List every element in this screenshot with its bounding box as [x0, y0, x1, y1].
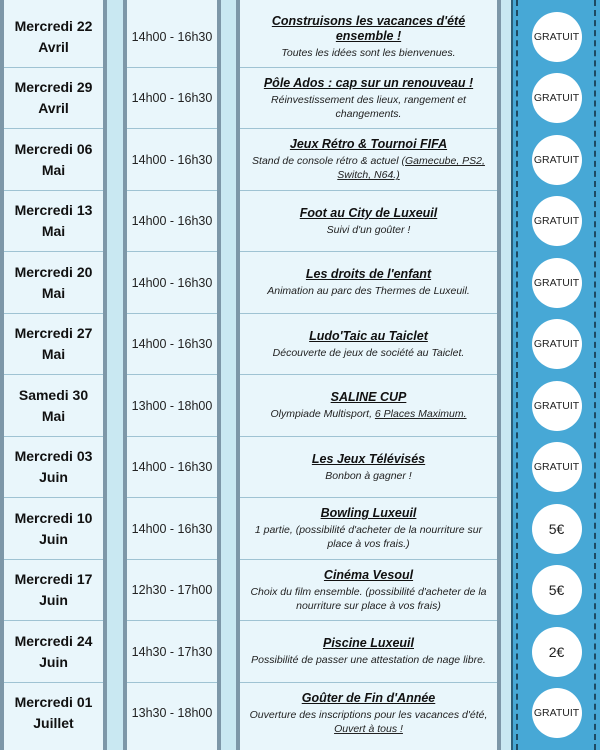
time-cell [127, 68, 217, 130]
price-cell [513, 437, 600, 499]
price-cell [513, 68, 600, 130]
activity-title: Jeux Rétro & Tournoi FIFA [289, 137, 448, 152]
time-cell [127, 314, 217, 376]
date-cell [4, 560, 103, 622]
time-cell [127, 129, 217, 191]
price-cell [513, 252, 600, 314]
price-badge: GRATUIT [532, 319, 582, 369]
price-column [511, 0, 600, 750]
event-time: 14h00 - 16h30 [131, 521, 213, 536]
activity-title: SALINE CUP [330, 390, 407, 405]
price-cell [513, 6, 600, 68]
activity-description [246, 585, 491, 613]
price-badge: 2€ [532, 627, 582, 677]
event-date: Mercredi 22 Avril [14, 17, 93, 55]
activity-title: Goûter de Fin d'Année [301, 690, 436, 705]
activity-title: Bowling Luxeuil [320, 506, 417, 521]
price-cell [513, 314, 600, 376]
date-cell [4, 621, 103, 683]
activity-cell [240, 314, 497, 376]
activity-title: Ludo'Taic au Taiclet [309, 328, 428, 343]
activity-content [240, 691, 497, 736]
event-date: Mercredi 29 Avril [14, 79, 93, 117]
activity-description [246, 708, 491, 736]
event-date: Mercredi 10 Juin [14, 509, 93, 547]
event-date: Mercredi 03 Juin [14, 448, 93, 486]
activity-content [240, 76, 497, 121]
description-underlined: Ouvert à tous ! [334, 722, 403, 735]
date-cell [4, 129, 103, 191]
description-text: Suivi d'un goûter ! [326, 223, 411, 236]
description-text: Bonbon à gagner ! [325, 469, 412, 482]
activity-content [240, 14, 497, 60]
date-column [0, 0, 107, 750]
activity-description [327, 223, 411, 237]
activity-description [273, 346, 465, 360]
activity-content [240, 452, 497, 483]
activity-cell [240, 560, 497, 622]
activity-cell [240, 252, 497, 314]
price-badge: 5€ [532, 565, 582, 615]
event-date: Mercredi 17 Juin [14, 571, 93, 609]
description-underlined: 6 Places Maximum. [374, 408, 467, 421]
price-badge: GRATUIT [532, 196, 582, 246]
activity-title: Cinéma Vesoul [323, 567, 414, 582]
activity-cell [240, 6, 497, 68]
price-cell [513, 560, 600, 622]
description-underlined: (Gamecube, PS2, Switch, N64.) [337, 155, 485, 182]
activity-description [246, 523, 491, 551]
activity-description [251, 653, 486, 667]
event-time: 14h00 - 16h30 [131, 29, 213, 44]
activity-content [240, 137, 497, 182]
description-text: Animation au parc des Thermes de Luxeuil. [267, 285, 470, 298]
date-cell [4, 498, 103, 560]
event-date: Samedi 30 Mai [18, 386, 89, 424]
time-cell [127, 560, 217, 622]
event-time: 14h00 - 16h30 [131, 337, 213, 352]
event-time: 14h00 - 16h30 [131, 214, 213, 229]
time-cell [127, 437, 217, 499]
event-date: Mercredi 13 Mai [14, 202, 93, 240]
activity-content [240, 329, 497, 360]
date-cell [4, 6, 103, 68]
activity-title: Piscine Luxeuil [322, 636, 414, 651]
date-cell [4, 68, 103, 130]
time-cell [127, 375, 217, 437]
price-badge: GRATUIT [532, 73, 582, 123]
date-cell [4, 683, 103, 745]
activity-cell [240, 68, 497, 130]
activity-content [240, 206, 497, 237]
price-badge: 5€ [532, 504, 582, 554]
activity-title: Les Jeux Télévisés [311, 451, 426, 466]
price-cell [513, 375, 600, 437]
price-badge: GRATUIT [532, 381, 582, 431]
event-time: 14h00 - 16h30 [131, 460, 213, 475]
price-badge: GRATUIT [532, 12, 582, 62]
event-date: Mercredi 01 Juillet [14, 694, 93, 732]
price-cell [513, 621, 600, 683]
time-column [123, 0, 221, 750]
event-time: 14h30 - 17h30 [131, 644, 213, 659]
event-time: 13h30 - 18h00 [131, 706, 213, 721]
price-badge: GRATUIT [532, 688, 582, 738]
time-cell [127, 6, 217, 68]
price-cell [513, 498, 600, 560]
description-text: Possibilité de passer une attestation de nage libre. [251, 654, 486, 667]
event-date: Mercredi 06 Mai [14, 140, 93, 178]
event-time: 14h00 - 16h30 [131, 91, 213, 106]
description-text: 1 partie, (possibilité d'acheter de la nourriture sur place à vos frais.) [254, 524, 483, 551]
price-cell [513, 683, 600, 745]
activity-description [246, 154, 491, 182]
description-text: Toutes les idées sont les bienvenues. [281, 46, 456, 59]
activity-description [281, 46, 455, 60]
price-badge: GRATUIT [532, 258, 582, 308]
description-text: Ouverture des inscriptions pour les vacances d'été, [249, 708, 488, 721]
activity-content [240, 636, 497, 667]
price-badge: GRATUIT [532, 442, 582, 492]
time-cell [127, 621, 217, 683]
activity-cell [240, 129, 497, 191]
activity-content [240, 267, 497, 298]
description-text: Choix du film ensemble. (possibilité d'acheter de la nourriture sur place à vos frais) [250, 585, 487, 612]
activity-title: Construisons les vacances d'été ensemble ! [271, 13, 466, 43]
event-date: Mercredi 27 Mai [14, 325, 93, 363]
activity-description [325, 469, 411, 483]
description-text: Olympiade Multisport, [270, 408, 375, 421]
activity-cell [240, 437, 497, 499]
description-text: Découverte de jeux de société au Taiclet. [272, 346, 465, 359]
date-cell [4, 437, 103, 499]
activity-title: Pôle Ados : cap sur un renouveau ! [263, 75, 474, 90]
event-time: 14h00 - 16h30 [131, 275, 213, 290]
event-date: Mercredi 20 Mai [14, 263, 93, 301]
event-time: 14h00 - 16h30 [131, 152, 213, 167]
activity-cell [240, 621, 497, 683]
event-date: Mercredi 24 Juin [14, 632, 93, 670]
activity-cell [240, 191, 497, 253]
time-cell [127, 252, 217, 314]
date-cell [4, 314, 103, 376]
event-time: 13h00 - 18h00 [131, 398, 213, 413]
time-cell [127, 191, 217, 253]
time-cell [127, 498, 217, 560]
activity-cell [240, 375, 497, 437]
activity-cell [240, 498, 497, 560]
activity-content [240, 568, 497, 613]
description-text: Réinvestissement des lieux, rangement et changements. [271, 93, 466, 120]
date-cell [4, 191, 103, 253]
date-cell [4, 375, 103, 437]
activity-cell [240, 683, 497, 745]
date-cell [4, 252, 103, 314]
activity-content [240, 506, 497, 551]
activity-content [240, 390, 497, 421]
price-cell [513, 191, 600, 253]
activity-title: Foot au City de Luxeuil [299, 205, 438, 220]
time-cell [127, 683, 217, 745]
price-badge: GRATUIT [532, 135, 582, 185]
price-cell [513, 129, 600, 191]
event-time: 12h30 - 17h00 [131, 583, 213, 598]
description-text: Stand de console rétro & actuel [252, 155, 402, 168]
activity-description [270, 407, 466, 421]
activity-description [267, 284, 470, 298]
activity-column [236, 0, 501, 750]
activity-title: Les droits de l'enfant [305, 267, 432, 282]
activity-description [246, 93, 491, 121]
